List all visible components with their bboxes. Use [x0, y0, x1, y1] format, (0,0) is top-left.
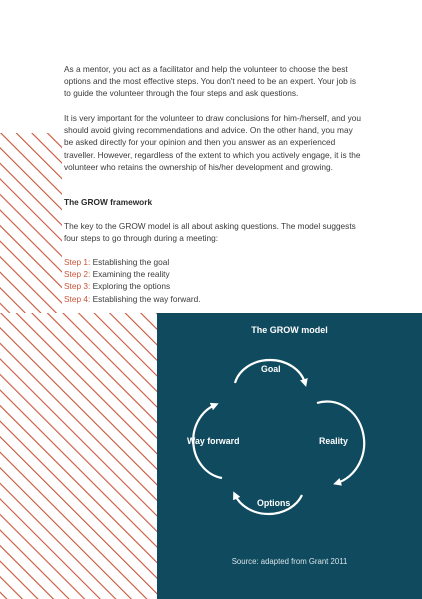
intro-paragraph-text: As a mentor, you act as a facilitator and help the volunteer to choose the best options and the most effective steps. You don't need to be an expert. Your job is to guide the volunteer through the four steps and ask questions.: [64, 64, 357, 99]
step-item: [64, 256, 364, 268]
node-options: Options: [257, 498, 291, 508]
step-text: Examining the reality: [90, 269, 170, 280]
section-heading: The GROW framework: [64, 197, 153, 207]
node-way-forward: Way forward: [187, 436, 240, 446]
grow-intro-paragraph-text: The key to the GROW model is all about asking questions. The model suggests four steps to go through during a meeting:: [64, 221, 356, 244]
steps-list: [64, 256, 364, 305]
step-item: [64, 268, 364, 280]
diagonal-stripes-pattern: [0, 133, 62, 313]
source-note: Source: adapted from Grant 2011: [231, 557, 348, 566]
node-reality: Reality: [319, 436, 348, 446]
model-title: The GROW model: [251, 325, 328, 335]
grow-intro-paragraph: [64, 220, 364, 244]
ownership-paragraph-text: It is very important for the volunteer to draw conclusions for him-/herself, and you should avoid giving recommendations and advice. On the other hand, you may be asked directly for your opinion and then you answer as an experienced traveller. However, regardless of the extent to which you actively engage, it is the volunteer who retains the ownership of his/her development and growing.: [64, 113, 361, 172]
diagonal-stripes-pattern-bottom: [0, 313, 157, 599]
step-item: [64, 293, 364, 305]
intro-paragraph: [64, 63, 364, 100]
ownership-paragraph: [64, 112, 364, 173]
step-text: Establishing the way forward.: [90, 293, 201, 304]
node-goal: Goal: [261, 364, 281, 374]
step-item: [64, 280, 364, 292]
step-prefix: Step 4:: [64, 293, 91, 304]
grow-model-panel: [157, 313, 422, 599]
step-text: Establishing the goal: [90, 257, 170, 267]
step-prefix: Step 1:: [64, 257, 91, 267]
step-text: Exploring the options: [90, 281, 171, 292]
step-prefix: Step 2:: [64, 269, 91, 280]
step-prefix: Step 3:: [64, 281, 91, 292]
